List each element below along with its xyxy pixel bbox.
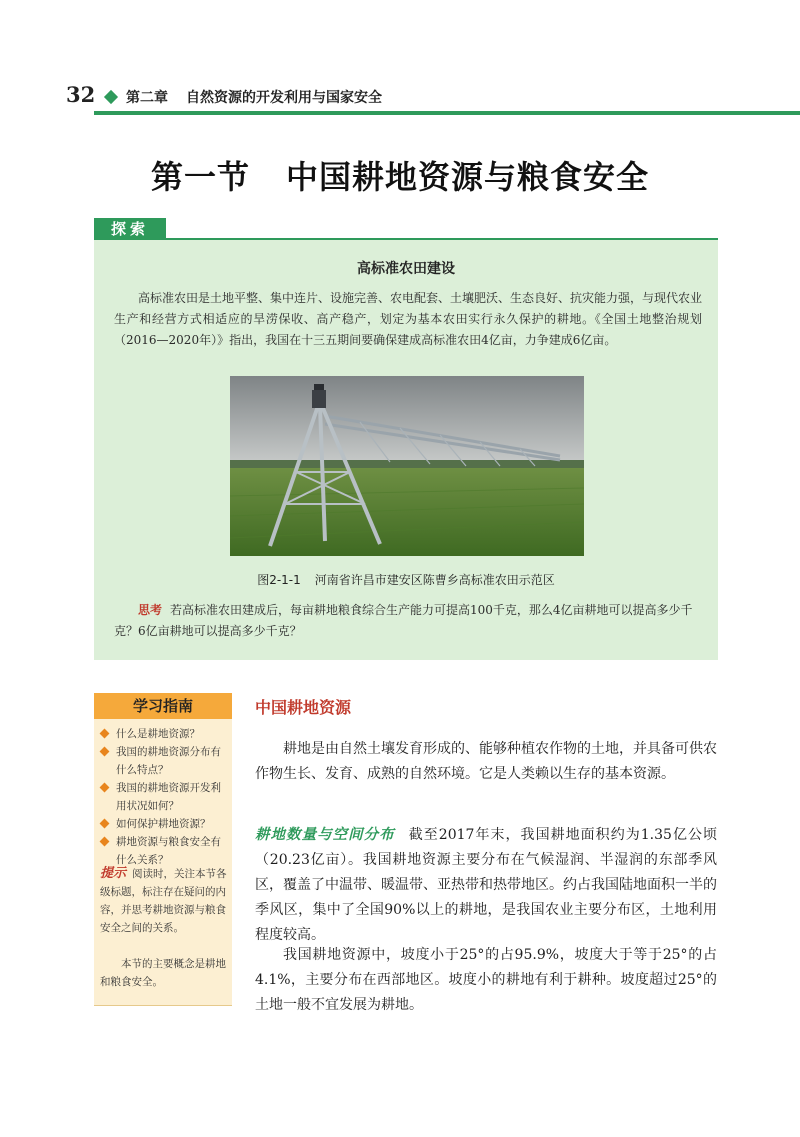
diamond-bullet-icon [100, 783, 110, 793]
paragraph-slope: 我国耕地资源中，坡度小于25°的占95.9%，坡度大于等于25°的占4.1%，主要分布在西部地区。坡度小的耕地有利于耕种。坡度超过25°的土地一般不宜发展为耕地。 [255, 947, 717, 1013]
paragraph-distribution [255, 823, 717, 948]
list-item: 什么是耕地资源？ [100, 725, 228, 743]
paragraph-distribution-text: 截至2017年末，我国耕地面积约为1.35亿公顷（20.23亿亩）。我国耕地资源主要分布在气候湿润、半湿润的东部季风区，覆盖了中温带、暖温带、亚热带和热带地区。约占我国陆地面积一半的季风区，集中了全国90%以上的耕地，是我国农业主要分布区，土地利用程度较高。 [255, 827, 717, 943]
study-hint [100, 865, 228, 937]
page-number: 32 [66, 82, 96, 107]
list-item: 耕地资源与粮食安全有什么关系？ [100, 833, 228, 869]
figure-caption-text: 河南省许昌市建安区陈曹乡高标准农田示范区 [314, 573, 555, 587]
diamond-icon [104, 90, 118, 104]
explore-tab: 探索 [94, 218, 166, 240]
figure-caption [94, 571, 718, 588]
study-guide-title: 学习指南 [94, 693, 232, 719]
header-divider [94, 111, 800, 115]
chapter-label: 第二章 [126, 90, 168, 106]
hint-text: 阅读时，关注本节各级标题，标注存在疑问的内容，并思考耕地资源与粮食安全之间的关系。 [100, 868, 227, 934]
diamond-bullet-icon [100, 819, 110, 829]
study-guide [94, 693, 232, 1006]
subsection-heading: 中国耕地资源 [255, 698, 352, 717]
inline-heading: 耕地数量与空间分布 [255, 827, 395, 843]
section-number: 第一节 [150, 158, 250, 196]
diamond-bullet-icon [100, 729, 110, 739]
think-question [114, 600, 702, 642]
chapter-title: 自然资源的开发利用与国家安全 [186, 90, 382, 106]
farmland-photo [230, 376, 584, 556]
key-concepts-note: 本节的主要概念是耕地和粮食安全。 [100, 958, 226, 988]
diamond-bullet-icon [100, 837, 110, 847]
explore-box [94, 240, 718, 660]
page-header [0, 0, 800, 120]
list-item: 我国的耕地资源分布有什么特点？ [100, 743, 228, 779]
hint-label: 提示 [100, 866, 127, 881]
paragraph-definition: 耕地是由自然土壤发育形成的、能够种植农作物的土地，并具备可供农作物生长、发育、成熟的自然环境。它是人类赖以生存的基本资源。 [255, 741, 717, 782]
list-item: 我国的耕地资源开发利用状况如何？ [100, 779, 228, 815]
think-label: 思考 [138, 603, 163, 617]
diamond-bullet-icon [100, 747, 110, 757]
section-title [0, 152, 800, 198]
explore-paragraph: 高标准农田是土地平整、集中连片、设施完善、农电配套、土壤肥沃、生态良好、抗灾能力强，与现代农业生产和经营方式相适应的旱涝保收、高产稳产，划定为基本农田实行永久保护的耕地。《全国土地整治规划（2016—2020年）》指出，我国在十三五期间要确保建成高标准农田4亿亩，力争建成6亿亩。 [114, 291, 703, 347]
list-item: 如何保护耕地资源？ [100, 815, 228, 833]
section-name: 中国耕地资源与粮食安全 [286, 158, 650, 196]
study-guide-list [100, 725, 228, 869]
explore-title: 高标准农田建设 [357, 261, 455, 277]
figure-number: 图2-1-1 [257, 573, 301, 587]
think-text: 若高标准农田建成后，每亩耕地粮食综合生产能力可提高100千克，那么4亿亩耕地可以提高多少千克？6亿亩耕地可以提高多少千克？ [114, 603, 693, 638]
